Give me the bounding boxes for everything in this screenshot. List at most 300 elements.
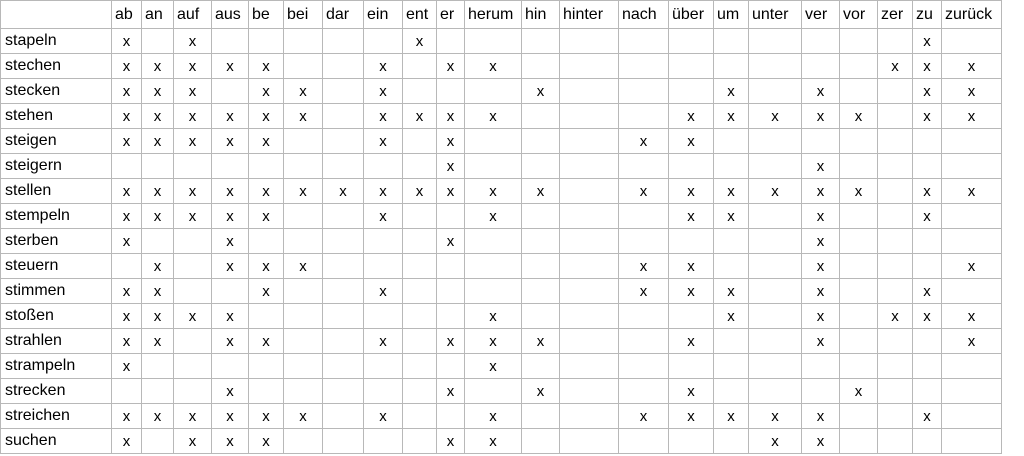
mark-cell[interactable]: x (942, 54, 1002, 79)
mark-cell[interactable]: x (802, 204, 840, 229)
mark-cell[interactable] (619, 304, 669, 329)
mark-cell[interactable]: x (802, 179, 840, 204)
corner-cell[interactable] (1, 1, 112, 29)
mark-cell[interactable] (714, 129, 749, 154)
mark-cell[interactable]: x (669, 279, 714, 304)
mark-cell[interactable] (878, 329, 913, 354)
mark-cell[interactable]: x (364, 204, 403, 229)
mark-cell[interactable] (619, 79, 669, 104)
mark-cell[interactable] (749, 279, 802, 304)
mark-cell[interactable] (174, 329, 212, 354)
mark-cell[interactable]: x (364, 79, 403, 104)
mark-cell[interactable] (249, 354, 284, 379)
prefix-header-cell[interactable]: zurück (942, 1, 1002, 29)
mark-cell[interactable] (403, 204, 437, 229)
mark-cell[interactable]: x (465, 54, 522, 79)
mark-cell[interactable] (522, 354, 560, 379)
mark-cell[interactable]: x (112, 129, 142, 154)
mark-cell[interactable] (560, 79, 619, 104)
mark-cell[interactable] (619, 104, 669, 129)
mark-cell[interactable] (669, 429, 714, 454)
mark-cell[interactable] (465, 79, 522, 104)
mark-cell[interactable]: x (465, 404, 522, 429)
mark-cell[interactable] (284, 329, 323, 354)
mark-cell[interactable] (249, 379, 284, 404)
mark-cell[interactable]: x (802, 304, 840, 329)
mark-cell[interactable]: x (284, 404, 323, 429)
mark-cell[interactable] (465, 379, 522, 404)
mark-cell[interactable]: x (714, 204, 749, 229)
mark-cell[interactable] (560, 229, 619, 254)
mark-cell[interactable]: x (878, 304, 913, 329)
verb-cell[interactable]: suchen (1, 429, 112, 454)
mark-cell[interactable]: x (112, 54, 142, 79)
mark-cell[interactable] (714, 354, 749, 379)
mark-cell[interactable]: x (714, 279, 749, 304)
mark-cell[interactable]: x (437, 379, 465, 404)
mark-cell[interactable]: x (522, 379, 560, 404)
mark-cell[interactable] (840, 279, 878, 304)
mark-cell[interactable] (913, 154, 942, 179)
mark-cell[interactable]: x (364, 104, 403, 129)
mark-cell[interactable] (878, 104, 913, 129)
mark-cell[interactable] (284, 29, 323, 54)
mark-cell[interactable]: x (669, 129, 714, 154)
mark-cell[interactable] (840, 229, 878, 254)
mark-cell[interactable] (437, 279, 465, 304)
mark-cell[interactable] (249, 154, 284, 179)
mark-cell[interactable]: x (249, 329, 284, 354)
mark-cell[interactable] (364, 254, 403, 279)
mark-cell[interactable] (465, 29, 522, 54)
mark-cell[interactable] (212, 154, 249, 179)
mark-cell[interactable]: x (112, 229, 142, 254)
mark-cell[interactable] (522, 29, 560, 54)
prefix-header-cell[interactable]: ein (364, 1, 403, 29)
mark-cell[interactable] (212, 79, 249, 104)
mark-cell[interactable]: x (142, 54, 174, 79)
mark-cell[interactable] (840, 404, 878, 429)
verb-cell[interactable]: stapeln (1, 29, 112, 54)
mark-cell[interactable] (878, 129, 913, 154)
mark-cell[interactable] (560, 379, 619, 404)
mark-cell[interactable]: x (364, 404, 403, 429)
mark-cell[interactable] (878, 379, 913, 404)
mark-cell[interactable]: x (840, 179, 878, 204)
mark-cell[interactable]: x (174, 54, 212, 79)
mark-cell[interactable]: x (284, 79, 323, 104)
verb-cell[interactable]: steigern (1, 154, 112, 179)
prefix-header-cell[interactable]: bei (284, 1, 323, 29)
mark-cell[interactable] (942, 379, 1002, 404)
mark-cell[interactable] (802, 354, 840, 379)
mark-cell[interactable] (323, 229, 364, 254)
mark-cell[interactable] (112, 379, 142, 404)
mark-cell[interactable]: x (284, 254, 323, 279)
mark-cell[interactable] (284, 204, 323, 229)
mark-cell[interactable] (714, 229, 749, 254)
mark-cell[interactable] (840, 254, 878, 279)
verb-cell[interactable]: stimmen (1, 279, 112, 304)
mark-cell[interactable]: x (249, 54, 284, 79)
mark-cell[interactable] (437, 354, 465, 379)
mark-cell[interactable] (403, 379, 437, 404)
mark-cell[interactable]: x (249, 79, 284, 104)
mark-cell[interactable] (522, 304, 560, 329)
mark-cell[interactable]: x (212, 54, 249, 79)
mark-cell[interactable]: x (142, 79, 174, 104)
mark-cell[interactable]: x (913, 29, 942, 54)
mark-cell[interactable] (465, 254, 522, 279)
mark-cell[interactable]: x (212, 204, 249, 229)
mark-cell[interactable]: x (174, 429, 212, 454)
mark-cell[interactable]: x (112, 204, 142, 229)
mark-cell[interactable] (522, 429, 560, 454)
mark-cell[interactable] (714, 54, 749, 79)
mark-cell[interactable]: x (212, 104, 249, 129)
mark-cell[interactable] (212, 279, 249, 304)
prefix-header-cell[interactable]: be (249, 1, 284, 29)
mark-cell[interactable]: x (364, 329, 403, 354)
mark-cell[interactable] (669, 154, 714, 179)
mark-cell[interactable]: x (212, 379, 249, 404)
mark-cell[interactable]: x (802, 154, 840, 179)
mark-cell[interactable]: x (802, 329, 840, 354)
mark-cell[interactable] (522, 204, 560, 229)
mark-cell[interactable]: x (802, 404, 840, 429)
mark-cell[interactable] (364, 29, 403, 54)
mark-cell[interactable] (619, 154, 669, 179)
mark-cell[interactable]: x (112, 404, 142, 429)
mark-cell[interactable]: x (913, 79, 942, 104)
prefix-header-cell[interactable]: über (669, 1, 714, 29)
mark-cell[interactable] (174, 354, 212, 379)
prefix-header-cell[interactable]: um (714, 1, 749, 29)
mark-cell[interactable] (749, 154, 802, 179)
mark-cell[interactable] (619, 29, 669, 54)
mark-cell[interactable] (284, 304, 323, 329)
mark-cell[interactable]: x (714, 179, 749, 204)
mark-cell[interactable]: x (142, 404, 174, 429)
mark-cell[interactable]: x (522, 179, 560, 204)
mark-cell[interactable] (913, 254, 942, 279)
mark-cell[interactable]: x (749, 429, 802, 454)
mark-cell[interactable] (364, 379, 403, 404)
prefix-header-cell[interactable]: auf (174, 1, 212, 29)
mark-cell[interactable] (212, 29, 249, 54)
mark-cell[interactable] (619, 429, 669, 454)
mark-cell[interactable]: x (174, 204, 212, 229)
mark-cell[interactable] (174, 154, 212, 179)
mark-cell[interactable]: x (284, 104, 323, 129)
mark-cell[interactable] (913, 229, 942, 254)
mark-cell[interactable]: x (913, 104, 942, 129)
mark-cell[interactable] (142, 379, 174, 404)
verb-cell[interactable]: streichen (1, 404, 112, 429)
mark-cell[interactable] (560, 54, 619, 79)
mark-cell[interactable] (749, 329, 802, 354)
mark-cell[interactable] (560, 204, 619, 229)
mark-cell[interactable]: x (669, 254, 714, 279)
mark-cell[interactable]: x (465, 179, 522, 204)
mark-cell[interactable] (749, 379, 802, 404)
mark-cell[interactable]: x (112, 354, 142, 379)
prefix-header-cell[interactable]: ab (112, 1, 142, 29)
mark-cell[interactable] (249, 229, 284, 254)
mark-cell[interactable]: x (802, 279, 840, 304)
mark-cell[interactable] (437, 79, 465, 104)
mark-cell[interactable] (669, 54, 714, 79)
mark-cell[interactable]: x (913, 204, 942, 229)
mark-cell[interactable] (323, 404, 364, 429)
mark-cell[interactable] (560, 279, 619, 304)
mark-cell[interactable]: x (174, 304, 212, 329)
prefix-header-cell[interactable]: aus (212, 1, 249, 29)
mark-cell[interactable] (323, 279, 364, 304)
mark-cell[interactable]: x (249, 404, 284, 429)
mark-cell[interactable] (323, 304, 364, 329)
mark-cell[interactable] (403, 329, 437, 354)
mark-cell[interactable]: x (364, 179, 403, 204)
mark-cell[interactable]: x (212, 404, 249, 429)
mark-cell[interactable] (112, 254, 142, 279)
mark-cell[interactable] (465, 229, 522, 254)
mark-cell[interactable] (878, 79, 913, 104)
mark-cell[interactable] (284, 154, 323, 179)
mark-cell[interactable]: x (913, 404, 942, 429)
mark-cell[interactable]: x (465, 329, 522, 354)
mark-cell[interactable]: x (212, 429, 249, 454)
verb-cell[interactable]: stempeln (1, 204, 112, 229)
mark-cell[interactable]: x (802, 229, 840, 254)
mark-cell[interactable] (323, 79, 364, 104)
mark-cell[interactable] (560, 329, 619, 354)
mark-cell[interactable] (174, 254, 212, 279)
mark-cell[interactable] (669, 229, 714, 254)
mark-cell[interactable] (522, 129, 560, 154)
mark-cell[interactable] (714, 329, 749, 354)
mark-cell[interactable]: x (142, 254, 174, 279)
mark-cell[interactable]: x (913, 179, 942, 204)
mark-cell[interactable]: x (249, 279, 284, 304)
mark-cell[interactable] (913, 354, 942, 379)
mark-cell[interactable]: x (437, 229, 465, 254)
mark-cell[interactable]: x (840, 104, 878, 129)
mark-cell[interactable] (840, 204, 878, 229)
mark-cell[interactable] (403, 404, 437, 429)
mark-cell[interactable]: x (437, 129, 465, 154)
mark-cell[interactable]: x (802, 429, 840, 454)
mark-cell[interactable] (714, 254, 749, 279)
mark-cell[interactable]: x (249, 204, 284, 229)
prefix-header-cell[interactable]: dar (323, 1, 364, 29)
mark-cell[interactable]: x (174, 129, 212, 154)
mark-cell[interactable]: x (249, 129, 284, 154)
mark-cell[interactable] (840, 154, 878, 179)
mark-cell[interactable]: x (619, 179, 669, 204)
mark-cell[interactable]: x (212, 304, 249, 329)
mark-cell[interactable] (840, 54, 878, 79)
mark-cell[interactable] (465, 129, 522, 154)
mark-cell[interactable] (840, 29, 878, 54)
mark-cell[interactable]: x (249, 254, 284, 279)
mark-cell[interactable]: x (174, 104, 212, 129)
prefix-header-cell[interactable]: nach (619, 1, 669, 29)
mark-cell[interactable]: x (212, 229, 249, 254)
mark-cell[interactable] (403, 254, 437, 279)
mark-cell[interactable] (560, 254, 619, 279)
mark-cell[interactable] (878, 404, 913, 429)
mark-cell[interactable] (560, 104, 619, 129)
mark-cell[interactable] (174, 229, 212, 254)
mark-cell[interactable] (878, 354, 913, 379)
prefix-header-cell[interactable]: ver (802, 1, 840, 29)
mark-cell[interactable] (802, 29, 840, 54)
mark-cell[interactable]: x (112, 429, 142, 454)
mark-cell[interactable] (403, 79, 437, 104)
mark-cell[interactable]: x (142, 179, 174, 204)
mark-cell[interactable]: x (249, 104, 284, 129)
mark-cell[interactable]: x (142, 104, 174, 129)
mark-cell[interactable] (669, 304, 714, 329)
mark-cell[interactable]: x (802, 104, 840, 129)
mark-cell[interactable] (403, 279, 437, 304)
mark-cell[interactable] (878, 229, 913, 254)
mark-cell[interactable] (749, 204, 802, 229)
mark-cell[interactable]: x (142, 329, 174, 354)
mark-cell[interactable] (437, 254, 465, 279)
mark-cell[interactable] (437, 204, 465, 229)
mark-cell[interactable]: x (749, 179, 802, 204)
mark-cell[interactable] (749, 254, 802, 279)
mark-cell[interactable]: x (942, 79, 1002, 104)
mark-cell[interactable] (942, 129, 1002, 154)
mark-cell[interactable]: x (323, 179, 364, 204)
mark-cell[interactable] (913, 379, 942, 404)
mark-cell[interactable] (403, 54, 437, 79)
mark-cell[interactable]: x (364, 129, 403, 154)
verb-cell[interactable]: strecken (1, 379, 112, 404)
mark-cell[interactable] (142, 229, 174, 254)
mark-cell[interactable] (323, 354, 364, 379)
mark-cell[interactable] (942, 404, 1002, 429)
mark-cell[interactable] (669, 79, 714, 104)
mark-cell[interactable] (840, 354, 878, 379)
mark-cell[interactable]: x (437, 429, 465, 454)
mark-cell[interactable] (323, 204, 364, 229)
mark-cell[interactable] (142, 429, 174, 454)
mark-cell[interactable]: x (174, 29, 212, 54)
mark-cell[interactable]: x (174, 79, 212, 104)
mark-cell[interactable]: x (249, 429, 284, 454)
mark-cell[interactable]: x (142, 204, 174, 229)
mark-cell[interactable]: x (465, 429, 522, 454)
verb-cell[interactable]: sterben (1, 229, 112, 254)
mark-cell[interactable]: x (522, 329, 560, 354)
mark-cell[interactable] (522, 54, 560, 79)
mark-cell[interactable] (560, 179, 619, 204)
mark-cell[interactable] (669, 29, 714, 54)
mark-cell[interactable] (364, 354, 403, 379)
mark-cell[interactable]: x (465, 104, 522, 129)
mark-cell[interactable] (323, 154, 364, 179)
mark-cell[interactable] (465, 154, 522, 179)
mark-cell[interactable]: x (749, 404, 802, 429)
mark-cell[interactable]: x (465, 304, 522, 329)
mark-cell[interactable] (560, 429, 619, 454)
mark-cell[interactable] (174, 279, 212, 304)
mark-cell[interactable]: x (364, 54, 403, 79)
mark-cell[interactable]: x (522, 79, 560, 104)
mark-cell[interactable]: x (619, 279, 669, 304)
prefix-header-cell[interactable]: hin (522, 1, 560, 29)
mark-cell[interactable]: x (669, 179, 714, 204)
mark-cell[interactable] (403, 304, 437, 329)
prefix-header-cell[interactable]: unter (749, 1, 802, 29)
mark-cell[interactable]: x (669, 204, 714, 229)
mark-cell[interactable]: x (714, 404, 749, 429)
mark-cell[interactable] (714, 154, 749, 179)
prefix-header-cell[interactable]: er (437, 1, 465, 29)
mark-cell[interactable] (942, 429, 1002, 454)
mark-cell[interactable] (913, 329, 942, 354)
mark-cell[interactable] (619, 204, 669, 229)
verb-cell[interactable]: stecken (1, 79, 112, 104)
verb-cell[interactable]: steuern (1, 254, 112, 279)
mark-cell[interactable] (522, 404, 560, 429)
mark-cell[interactable] (284, 229, 323, 254)
mark-cell[interactable]: x (212, 254, 249, 279)
mark-cell[interactable] (522, 229, 560, 254)
mark-cell[interactable] (403, 354, 437, 379)
mark-cell[interactable]: x (619, 404, 669, 429)
mark-cell[interactable]: x (942, 254, 1002, 279)
mark-cell[interactable] (522, 279, 560, 304)
mark-cell[interactable] (403, 429, 437, 454)
verb-cell[interactable]: steigen (1, 129, 112, 154)
mark-cell[interactable] (522, 154, 560, 179)
mark-cell[interactable]: x (212, 329, 249, 354)
mark-cell[interactable] (749, 79, 802, 104)
mark-cell[interactable] (619, 54, 669, 79)
mark-cell[interactable] (878, 204, 913, 229)
mark-cell[interactable]: x (802, 254, 840, 279)
mark-cell[interactable] (284, 129, 323, 154)
mark-cell[interactable] (174, 379, 212, 404)
mark-cell[interactable]: x (942, 304, 1002, 329)
mark-cell[interactable] (560, 129, 619, 154)
mark-cell[interactable]: x (112, 29, 142, 54)
mark-cell[interactable] (840, 329, 878, 354)
mark-cell[interactable] (142, 154, 174, 179)
mark-cell[interactable]: x (112, 179, 142, 204)
mark-cell[interactable] (364, 229, 403, 254)
prefix-header-cell[interactable]: zer (878, 1, 913, 29)
mark-cell[interactable] (749, 354, 802, 379)
mark-cell[interactable] (560, 29, 619, 54)
mark-cell[interactable]: x (714, 104, 749, 129)
mark-cell[interactable] (942, 279, 1002, 304)
mark-cell[interactable] (364, 429, 403, 454)
mark-cell[interactable]: x (437, 179, 465, 204)
mark-cell[interactable] (403, 229, 437, 254)
mark-cell[interactable] (560, 304, 619, 329)
mark-cell[interactable]: x (669, 104, 714, 129)
mark-cell[interactable] (878, 154, 913, 179)
mark-cell[interactable] (437, 29, 465, 54)
mark-cell[interactable] (749, 229, 802, 254)
mark-cell[interactable]: x (465, 204, 522, 229)
